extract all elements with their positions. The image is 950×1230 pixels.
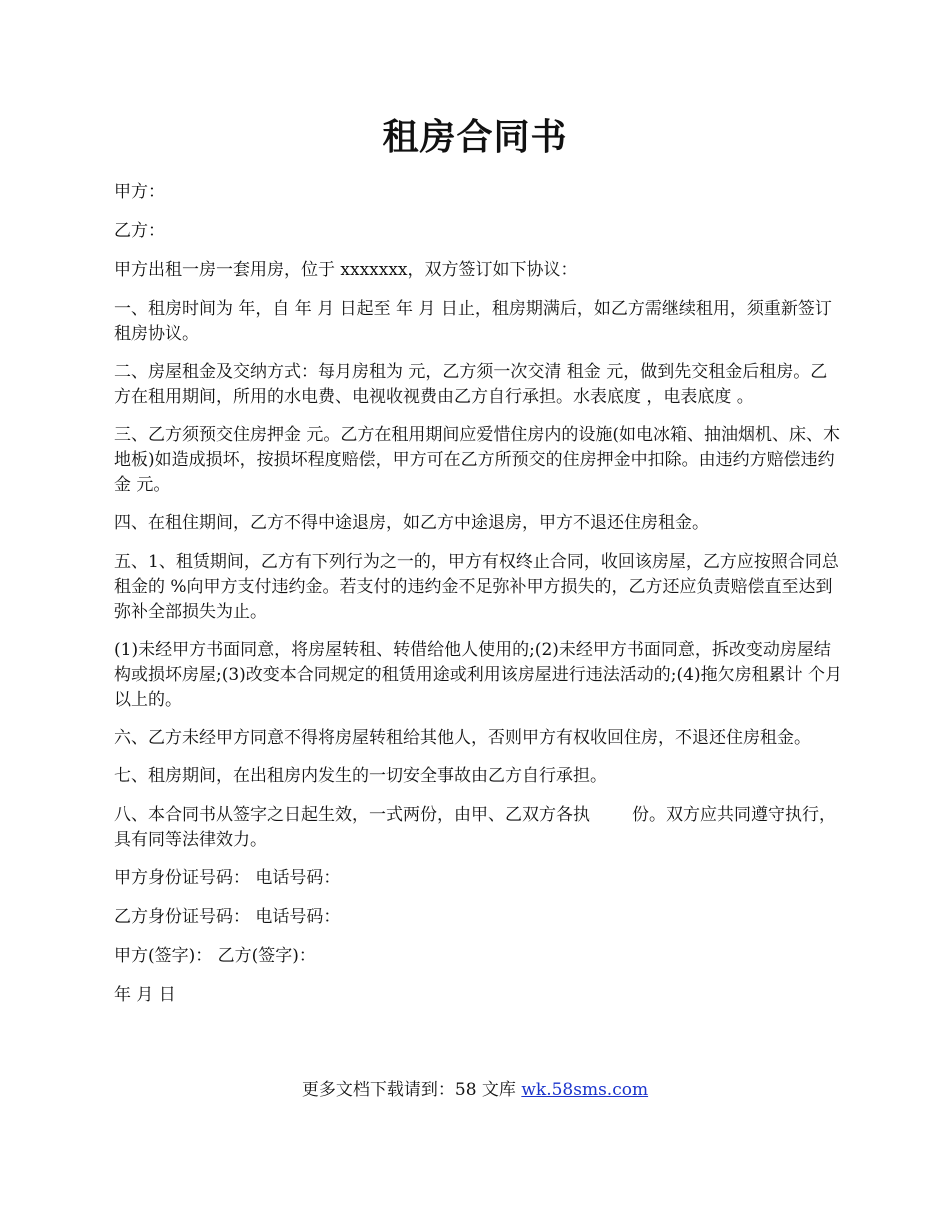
- clause-7: 七、租房期间，在出租房内发生的一切安全事故由乙方自行承担。: [114, 766, 607, 786]
- clause-2: 二、房屋租金及交纳方式：每月房租为 元，乙方须一次交清 租金 元，做到先交租金后租房。乙方在租用期间，所用的水电费、电视收视费由乙方自行承担。水表底度 ，电表底度 。: [114, 362, 828, 407]
- document-body: [114, 180, 844, 1022]
- signature-line: 甲方(签字)： 乙方(签字)：: [114, 946, 316, 966]
- clause-8-part-2: 份。双方应共同遵守执行，具有同等法律效力。: [114, 805, 836, 850]
- date-line: 年 月 日: [114, 985, 176, 1005]
- party-b-line: 乙方：: [114, 221, 165, 241]
- clause-1: 一、租房时间为 年，自 年 月 日起至 年 月 日止，租房期满后，如乙方需继续租用，须重新签订租房协议。: [114, 299, 832, 344]
- clause-5-items: (1)未经甲方书面同意，将房屋转租、转借给他人使用的;(2)未经甲方书面同意，拆改变动房屋结构或损坏房屋;(3)改变本合同规定的租赁用途或利用该房屋进行违法活动的;(4)拖欠房租累计 个月以上的。: [114, 640, 843, 710]
- document-title: 租房合同书: [382, 116, 568, 158]
- party-b-id-phone: 乙方身份证号码： 电话号码：: [114, 907, 341, 927]
- party-a-id-phone: 甲方身份证号码： 电话号码：: [114, 868, 341, 888]
- download-footer: [0, 1078, 950, 1102]
- clause-8: [114, 803, 844, 853]
- clause-6: 六、乙方未经甲方同意不得将房屋转租给其他人，否则甲方有权收回住房，不退还住房租金。: [114, 728, 811, 748]
- clause-8-part-1: 八、本合同书从签字之日起生效，一式两份，由甲、乙双方各执: [114, 805, 590, 825]
- party-a-line: 甲方：: [114, 182, 165, 202]
- clause-3: 三、乙方须预交住房押金 元。乙方在租用期间应爱惜住房内的设施(如电冰箱、抽油烟机、床、木地板)如造成损坏，按损坏程度赔偿，甲方可在乙方所预交的住房押金中扣除。由违约方赔偿违约金 元。: [114, 425, 841, 495]
- clause-5: 五、1、租赁期间，乙方有下列行为之一的，甲方有权终止合同，收回该房屋，乙方应按照合同总租金的 %向甲方支付违约金。若支付的违约金不足弥补甲方损失的，乙方还应负责赔偿直至达到弥补全部损失为止。: [114, 552, 839, 622]
- footer-text: 更多文档下载请到：58 文库: [301, 1080, 522, 1100]
- clause-4: 四、在租住期间，乙方不得中途退房，如乙方中途退房，甲方不退还住房租金。: [114, 513, 709, 533]
- intro-paragraph: 甲方出租一房一套用房，位于 xxxxxxx，双方签订如下协议：: [114, 260, 578, 280]
- footer-link[interactable]: wk.58sms.com: [521, 1080, 649, 1100]
